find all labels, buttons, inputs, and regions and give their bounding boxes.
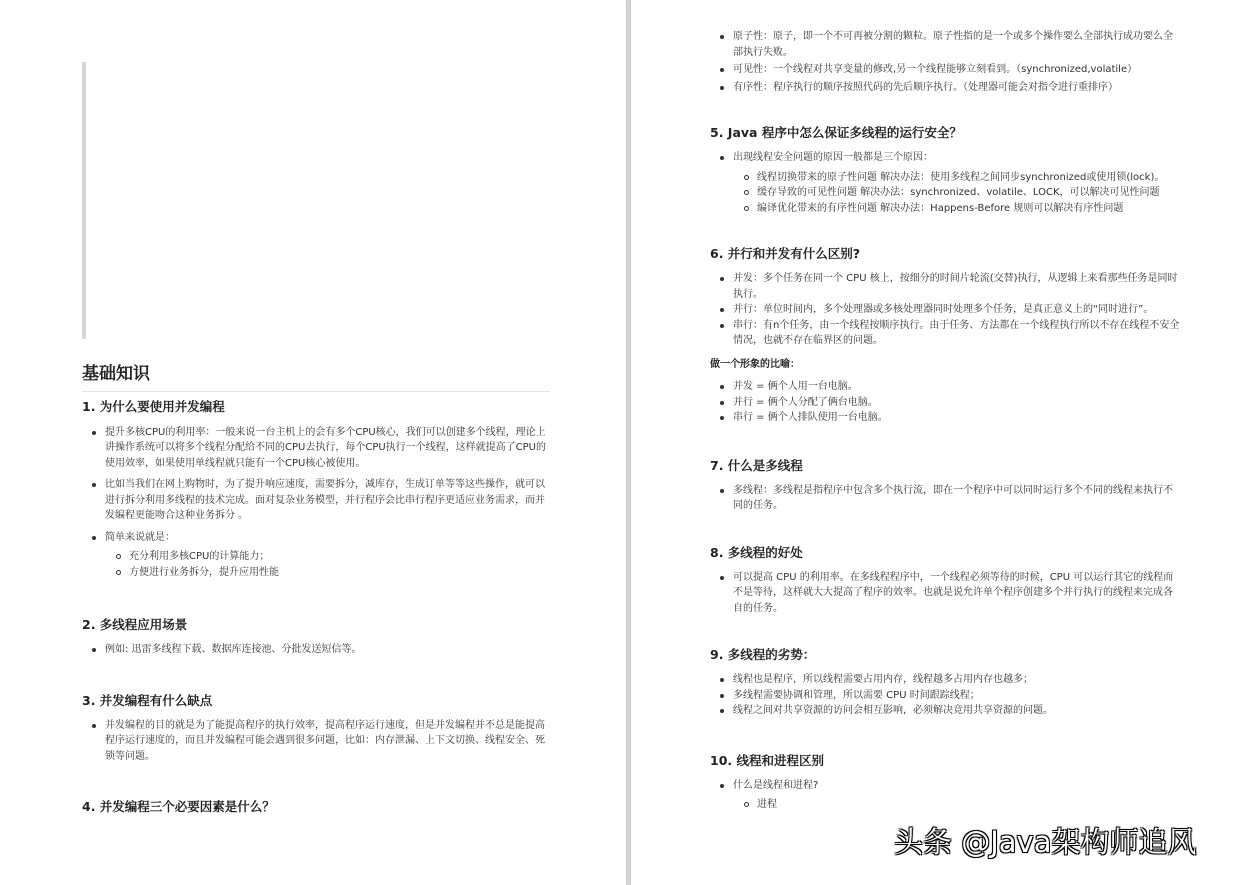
q10-sublist xyxy=(710,797,1180,813)
list-item-text: 简单来说就是： xyxy=(105,531,175,543)
blockquote-bar xyxy=(82,62,86,339)
heading-q4: 4. 并发编程三个必要因素是什么？ xyxy=(82,799,275,814)
heading-q10: 10. 线程和进程区别 xyxy=(710,752,824,768)
section-title: 基础知识 xyxy=(82,367,550,392)
list-item: 并发 = 俩个人用一台电脑。 xyxy=(710,379,1180,395)
properties-list xyxy=(710,29,1180,95)
q7-list xyxy=(710,483,1180,514)
q2-list xyxy=(82,642,550,658)
list-item xyxy=(710,778,1180,813)
list-item: 原子性：原子，即一个不可再被分割的颗粒。原子性指的是一个或多个操作要么全部执行成功要么全部执行失败。 xyxy=(710,29,1180,60)
q5-list xyxy=(710,150,1180,216)
heading-q2: 2. 多线程应用场景 xyxy=(82,617,188,632)
list-item: 并行 = 俩个人分配了俩台电脑。 xyxy=(710,395,1180,411)
list-item: 并发编程的目的就是为了能提高程序的执行效率，提高程序运行速度，但是并发编程并不总是能提高程序运行速度的，而且并发编程可能会遇到很多问题，比如：内存泄漏、上下文切换、线程安全、死锁等问题。 xyxy=(82,718,550,765)
q6-list xyxy=(710,271,1180,349)
heading-q3: 3. 并发编程有什么缺点 xyxy=(82,692,213,708)
sublist-item: 方便进行业务拆分，提升应用性能 xyxy=(82,565,550,581)
right-content xyxy=(710,29,1180,813)
analogy-list xyxy=(710,379,1180,426)
heading-q5: 5. Java 程序中怎么保证多线程的运行安全？ xyxy=(710,125,962,140)
left-content xyxy=(82,364,550,816)
q3-list xyxy=(82,718,550,765)
sublist-item: 充分利用多核CPU的计算能力； xyxy=(82,549,550,565)
q10-list xyxy=(710,778,1180,813)
list-item: 线程之间对共享资源的访问会相互影响，必须解决竞用共享资源的问题。 xyxy=(710,703,1180,719)
list-item xyxy=(710,150,1180,216)
sublist-item: 线程切换带来的原子性问题 解决办法：使用多线程之间同步synchronized或使用锁(lock)。 xyxy=(710,170,1180,186)
heading-q9: 9. 多线程的劣势： xyxy=(710,647,816,662)
analogy-label: 做一个形象的比喻： xyxy=(710,358,800,370)
list-item: 有序性：程序执行的顺序按照代码的先后顺序执行。（处理器可能会对指令进行重排序） xyxy=(710,80,1180,96)
list-item: 例如: 迅雷多线程下载、数据库连接池、分批发送短信等。 xyxy=(82,642,550,658)
list-item-text: 什么是线程和进程? xyxy=(733,779,819,791)
q5-sublist xyxy=(710,170,1180,217)
list-item: 串行 = 俩个人排队使用一台电脑。 xyxy=(710,410,1180,426)
list-item: 比如当我们在网上购物时，为了提升响应速度，需要拆分，减库存，生成订单等等这些操作，就可以进行拆分利用多线程的技术完成。面对复杂业务模型，并行程序会比串行程序更适应业务需求，而并发编程更能吻合这种业务拆分 。 xyxy=(82,477,550,524)
watermark-text: 头条 @Java架构师追风 xyxy=(894,825,1197,859)
list-item: 可见性：一个线程对共享变量的修改,另一个线程能够立刻看到。（synchronized,volatile） xyxy=(710,62,1180,78)
list-item: 并发：多个任务在同一个 CPU 核上，按细分的时间片轮流(交替)执行，从逻辑上来看那些任务是同时执行。 xyxy=(710,271,1180,302)
list-item: 串行：有n个任务，由一个线程按顺序执行。由于任务、方法都在一个线程执行所以不存在线程不安全情况，也就不存在临界区的问题。 xyxy=(710,318,1180,349)
q9-list xyxy=(710,672,1180,719)
list-item-text: 出现线程安全问题的原因一般都是三个原因： xyxy=(733,152,933,163)
list-item: 多线程：多线程是指程序中包含多个执行流，即在一个程序中可以同时运行多个不同的线程来执行不同的任务。 xyxy=(710,483,1180,514)
q8-list xyxy=(710,570,1180,617)
list-item xyxy=(82,530,550,581)
sublist-item: 缓存导致的可见性问题 解决办法：synchronized、volatile、LOCK，可以解决可见性问题 xyxy=(710,185,1180,201)
list-item: 多线程需要协调和管理，所以需要 CPU 时间跟踪线程； xyxy=(710,688,1180,704)
heading-q8: 8. 多线程的好处 xyxy=(710,544,803,560)
q1-list xyxy=(82,425,550,581)
heading-q1: 1. 为什么要使用并发编程 xyxy=(82,398,225,414)
list-item: 可以提高 CPU 的利用率。在多线程程序中，一个线程必须等待的时候，CPU 可以运行其它的线程而不是等待，这样就大大提高了程序的效率。也就是说允许单个程序创建多个并行执行的线程来完成各自的任务。 xyxy=(710,570,1180,617)
heading-q7: 7. 什么是多线程 xyxy=(710,457,803,473)
list-item: 并行：单位时间内，多个处理器或多核处理器同时处理多个任务，是真正意义上的“同时进行”。 xyxy=(710,302,1180,318)
list-item: 线程也是程序，所以线程需要占用内存，线程越多占用内存也越多； xyxy=(710,672,1180,688)
list-item: 提升多核CPU的利用率：一般来说一台主机上的会有多个CPU核心，我们可以创建多个线程，理论上讲操作系统可以将多个线程分配给不同的CPU去执行，每个CPU执行一个线程，这样就提高了CPU的使用效率，如果使用单线程就只能有一个CPU核心被使用。 xyxy=(82,425,550,472)
document-page-right xyxy=(631,0,1258,885)
sublist-item: 进程 xyxy=(710,797,1180,813)
sublist-item: 编译优化带来的有序性问题 解决办法：Happens-Before 规则可以解决有序性问题 xyxy=(710,201,1180,217)
q1-sublist xyxy=(82,549,550,580)
document-page-left xyxy=(0,0,626,885)
heading-q6: 6. 并行和并发有什么区别? xyxy=(710,246,861,261)
